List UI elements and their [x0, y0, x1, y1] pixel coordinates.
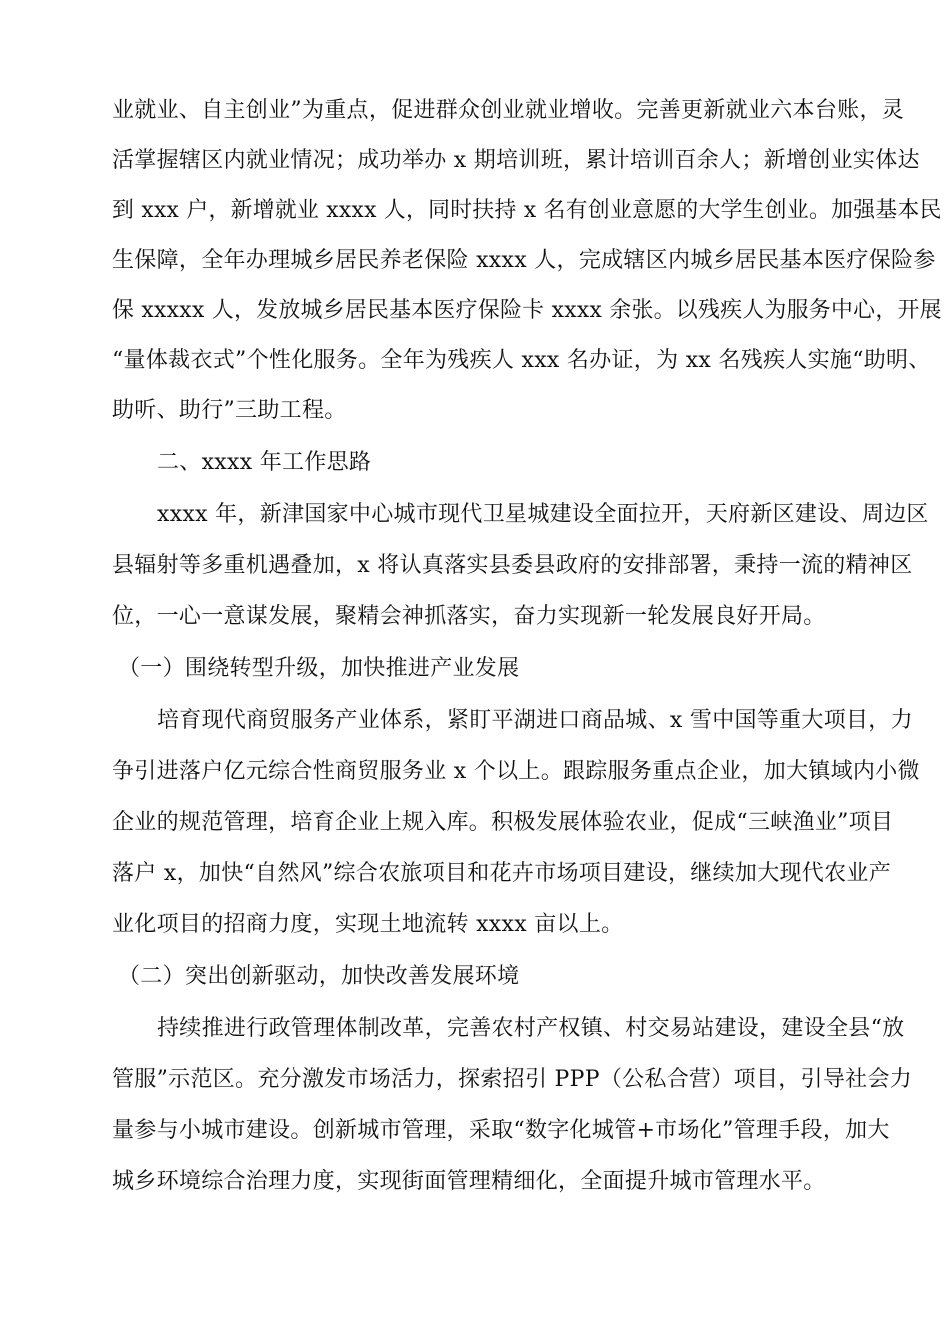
paragraph-2-line-2: 县辐射等多重机遇叠加，x 将认真落实县委县政府的安排部署，秉持一流的精神区: [112, 553, 913, 578]
paragraph-3-line-1: 培育现代商贸服务产业体系，紧盯平湖进口商品城、x 雪中国等重大项目，力: [157, 708, 913, 733]
paragraph-1-line-3: 到 xxx 户，新增就业 xxxx 人，同时扶持 x 名有创业意愿的大学生创业。加强基本民: [112, 198, 942, 223]
section-heading: 二、xxxx 年工作思路: [157, 450, 372, 475]
paragraph-3-line-2: 争引进落户亿元综合性商贸服务业 x 个以上。跟踪服务重点企业，加大镇域内小微: [112, 759, 920, 784]
paragraph-1-line-7: 助听、助行”三助工程。: [112, 398, 347, 423]
paragraph-1-line-1: 业就业、自主创业”为重点，促进群众创业就业增收。完善更新就业六本台账，灵: [112, 98, 905, 123]
paragraph-3-line-4: 落户 x，加快“自然风”综合农旅项目和花卉市场项目建设，继续加大现代农业产: [112, 861, 891, 886]
subheading-1: （一）围绕转型升级，加快推进产业发展: [118, 656, 520, 681]
paragraph-4-line-1: 持续推进行政管理体制改革，完善农村产权镇、村交易站建设，建设全县“放: [157, 1016, 905, 1041]
paragraph-3-line-5: 业化项目的招商力度，实现土地流转 xxxx 亩以上。: [112, 912, 624, 937]
paragraph-4-line-2: 管服”示范区。充分激发市场活力，探索招引 PPP（公私合营）项目，引导社会力: [112, 1067, 913, 1092]
paragraph-2-line-3: 位，一心一意谋发展，聚精会神抓落实，奋力实现新一轮发展良好开局。: [112, 604, 826, 629]
paragraph-4-line-3: 量参与小城市建设。创新城市管理，采取“数字化城管+市场化”管理手段，加大: [112, 1118, 890, 1143]
subheading-2: （二）突出创新驱动，加快改善发展环境: [118, 964, 520, 989]
paragraph-1-line-4: 生保障，全年办理城乡居民养老保险 xxxx 人，完成辖区内城乡居民基本医疗保险参: [112, 248, 936, 273]
paragraph-2-line-1: xxxx 年，新津国家中心城市现代卫星城建设全面拉开，天府新区建设、周边区: [157, 502, 929, 527]
paragraph-1-line-6: “量体裁衣式”个性化服务。全年为残疾人 xxx 名办证，为 xx 名残疾人实施“助明、: [112, 348, 931, 373]
paragraph-1-line-5: 保 xxxxx 人，发放城乡居民基本医疗保险卡 xxxx 余张。以残疾人为服务中心，开展: [112, 298, 942, 323]
paragraph-1-line-2: 活掌握辖区内就业情况；成功举办 x 期培训班，累计培训百余人；新增创业实体达: [112, 148, 920, 173]
paragraph-3-line-3: 企业的规范管理，培育企业上规入库。积极发展体验农业，促成“三峡渔业”项目: [112, 810, 894, 835]
paragraph-4-line-4: 城乡环境综合治理力度，实现街面管理精细化，全面提升城市管理水平。: [112, 1169, 826, 1194]
